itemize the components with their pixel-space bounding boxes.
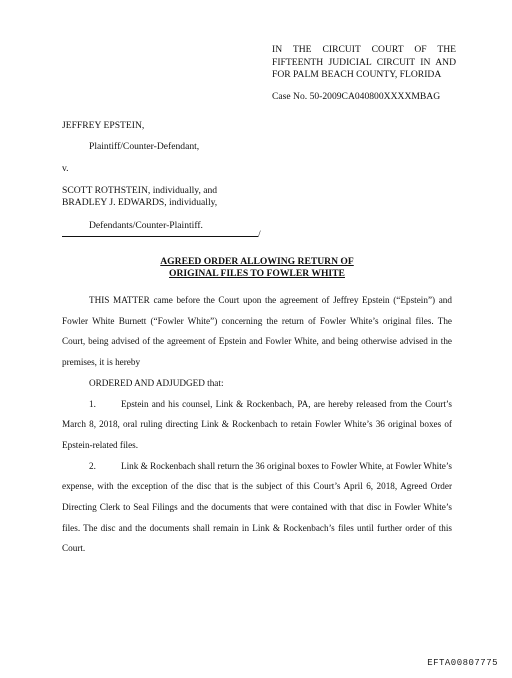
order-title-line-1: AGREED ORDER ALLOWING RETURN OF: [160, 256, 354, 267]
order-body: [62, 290, 452, 559]
defendant-line-1: SCOTT ROTHSTEIN, individually, and: [62, 185, 218, 196]
bates-number: EFTA00807775: [427, 658, 498, 668]
caption-slash: /: [258, 229, 261, 240]
defendant-line-2: BRADLEY J. EDWARDS, individually,: [62, 197, 218, 208]
caption-divider: [62, 236, 258, 237]
court-heading: [272, 44, 456, 103]
court-name: IN THE CIRCUIT COURT OF THE FIFTEENTH JUDICIAL CIRCUIT IN AND FOR PALM BEACH COUNTY, FLORIDA: [272, 44, 456, 81]
order-item-2: [62, 456, 452, 560]
order-item-2-number: 2.: [89, 460, 96, 471]
plaintiff-role: Plaintiff/Counter-Defendant,: [89, 141, 200, 152]
order-title: [62, 256, 452, 279]
order-title-line-2: ORIGINAL FILES TO FOWLER WHITE: [169, 267, 345, 279]
intro-paragraph: THIS MATTER came before the Court upon the agreement of Jeffrey Epstein (“Epstein”) and Fowler White Burnett (“Fowler White”) concerning the return of Fowler White’s original files. The Court, being advised of the agreement of Epstein and Fowler White, and being otherwise advised in the premises, it is hereby: [62, 295, 452, 368]
order-item-1-number: 1.: [89, 398, 96, 409]
order-item-1-text: Epstein and his counsel, Link & Rockenbach, PA, are hereby released from the Court’s March 8, 2018, oral ruling directing Link & Rockenbach to retain Fowler White’s 36 original boxes of Epstein-related files.: [62, 398, 452, 450]
order-item-2-text: Link & Rockenbach shall return the 36 original boxes to Fowler White, at Fowler White’s expense, with the exception of the disc that is the subject of this Court’s April 6, 2018, Agreed Order Directing Clerk to Seal Filings and the documents that were contained with that disc in Fowler White’s files. The disc and the documents shall remain in Link & Rockenbach’s files until further order of this Court.: [62, 460, 452, 554]
versus: v.: [62, 163, 69, 174]
case-number: Case No. 50-2009CA040800XXXXMBAG: [272, 90, 441, 102]
defendant-role: Defendants/Counter-Plaintiff.: [89, 220, 203, 231]
plaintiff-name: JEFFREY EPSTEIN,: [62, 120, 145, 131]
order-item-1: [62, 394, 452, 456]
ordered-paragraph: ORDERED AND ADJUDGED that:: [89, 377, 224, 388]
